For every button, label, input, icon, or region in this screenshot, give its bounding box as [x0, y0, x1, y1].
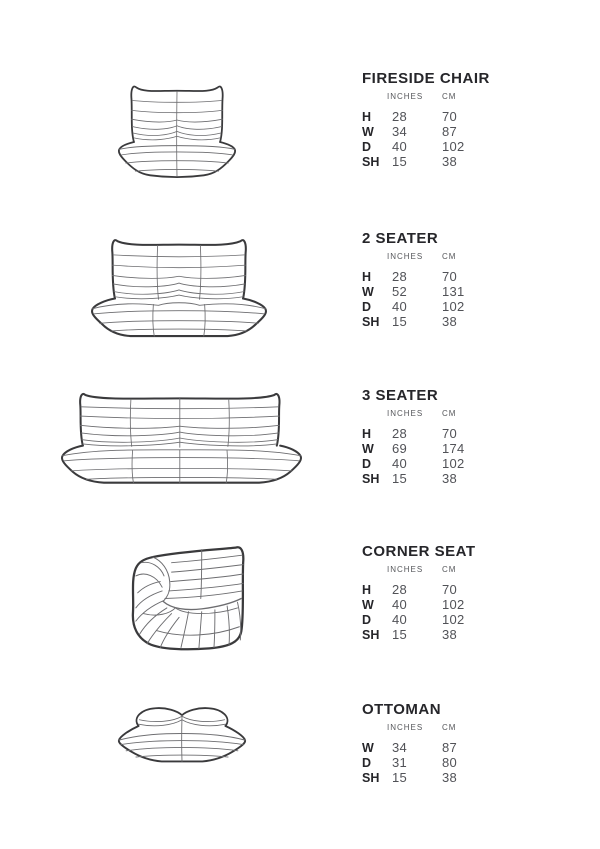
spec-row [362, 426, 552, 441]
spec-row [362, 299, 552, 314]
inches-value: 40 [392, 139, 408, 154]
cm-value: 70 [442, 109, 458, 124]
three-seater-spec [362, 387, 552, 486]
column-headers [362, 409, 552, 419]
section-title: OTTOMAN [362, 701, 442, 718]
section-title: FIRESIDE CHAIR [362, 70, 490, 87]
ottoman-drawing [115, 702, 249, 765]
dimension-label: W [362, 442, 374, 456]
cm-value: 87 [442, 124, 458, 139]
corner-seat-spec [362, 543, 552, 642]
dimension-label: W [362, 285, 374, 299]
dimension-label: D [362, 300, 372, 314]
dimension-label: H [362, 583, 372, 597]
dimension-label: SH [362, 155, 380, 169]
cm-value: 131 [442, 284, 465, 299]
cm-value: 70 [442, 269, 458, 284]
column-headers [362, 92, 552, 102]
spec-row [362, 582, 552, 597]
spec-row [362, 109, 552, 124]
two-seater-figure [85, 231, 273, 342]
section-title: CORNER SEAT [362, 543, 476, 560]
fireside-chair-figure [116, 81, 238, 181]
dimension-label: SH [362, 315, 380, 329]
fireside-chair-drawing [116, 81, 238, 181]
cm-value: 80 [442, 755, 458, 770]
inches-value: 15 [392, 314, 408, 329]
spec-row [362, 154, 552, 169]
cm-value: 70 [442, 582, 458, 597]
col-header-inches: INCHES [387, 92, 424, 101]
inches-value: 28 [392, 269, 408, 284]
dimension-label: H [362, 427, 372, 441]
col-header-inches: INCHES [387, 409, 424, 418]
ottoman-spec [362, 701, 552, 785]
spec-row [362, 124, 552, 139]
dimension-label: SH [362, 472, 380, 486]
spec-row [362, 314, 552, 329]
inches-value: 52 [392, 284, 408, 299]
cm-value: 87 [442, 740, 458, 755]
inches-value: 15 [392, 154, 408, 169]
cm-value: 38 [442, 770, 458, 785]
inches-value: 40 [392, 456, 408, 471]
column-headers [362, 723, 552, 733]
dimension-label: W [362, 125, 374, 139]
section-title: 2 SEATER [362, 230, 439, 247]
spec-row [362, 139, 552, 154]
three-seater-figure [55, 388, 308, 488]
cm-value: 102 [442, 612, 465, 627]
cm-value: 102 [442, 139, 465, 154]
inches-value: 28 [392, 582, 408, 597]
inches-value: 31 [392, 755, 408, 770]
col-header-cm: CM [442, 565, 457, 574]
cm-value: 102 [442, 456, 465, 471]
col-header-inches: INCHES [387, 565, 424, 574]
col-header-cm: CM [442, 252, 457, 261]
spec-row [362, 269, 552, 284]
column-headers [362, 252, 552, 262]
col-header-cm: CM [442, 92, 457, 101]
dimension-label: SH [362, 771, 380, 785]
dimension-label: W [362, 598, 374, 612]
ottoman-figure [115, 702, 249, 765]
two-seater-spec [362, 230, 552, 329]
col-header-cm: CM [442, 409, 457, 418]
corner-seat-drawing [115, 542, 247, 655]
two-seater-drawing [85, 231, 273, 342]
spec-row [362, 755, 552, 770]
inches-value: 15 [392, 471, 408, 486]
col-header-inches: INCHES [387, 723, 424, 732]
dimension-label: D [362, 613, 372, 627]
cm-value: 38 [442, 627, 458, 642]
section-title: 3 SEATER [362, 387, 439, 404]
spec-row [362, 597, 552, 612]
inches-value: 15 [392, 770, 408, 785]
inches-value: 69 [392, 441, 408, 456]
inches-value: 34 [392, 740, 408, 755]
col-header-inches: INCHES [387, 252, 424, 261]
inches-value: 34 [392, 124, 408, 139]
cm-value: 102 [442, 597, 465, 612]
spec-row [362, 441, 552, 456]
cm-value: 38 [442, 154, 458, 169]
inches-value: 40 [392, 299, 408, 314]
three-seater-drawing [55, 388, 308, 488]
spec-row [362, 740, 552, 755]
dimension-label: D [362, 457, 372, 471]
cm-value: 38 [442, 471, 458, 486]
dimension-label: H [362, 110, 372, 124]
spec-row [362, 471, 552, 486]
dimension-label: W [362, 741, 374, 755]
cm-value: 174 [442, 441, 465, 456]
fireside-chair-spec [362, 70, 552, 169]
spec-row [362, 612, 552, 627]
corner-seat-figure [115, 542, 247, 655]
inches-value: 40 [392, 612, 408, 627]
dimension-label: SH [362, 628, 380, 642]
column-headers [362, 565, 552, 575]
cm-value: 102 [442, 299, 465, 314]
col-header-cm: CM [442, 723, 457, 732]
inches-value: 28 [392, 426, 408, 441]
dimension-label: H [362, 270, 372, 284]
inches-value: 15 [392, 627, 408, 642]
inches-value: 40 [392, 597, 408, 612]
dimension-label: D [362, 140, 372, 154]
spec-row [362, 456, 552, 471]
cm-value: 70 [442, 426, 458, 441]
spec-row [362, 770, 552, 785]
inches-value: 28 [392, 109, 408, 124]
cm-value: 38 [442, 314, 458, 329]
spec-row [362, 627, 552, 642]
dimension-label: D [362, 756, 372, 770]
spec-row [362, 284, 552, 299]
